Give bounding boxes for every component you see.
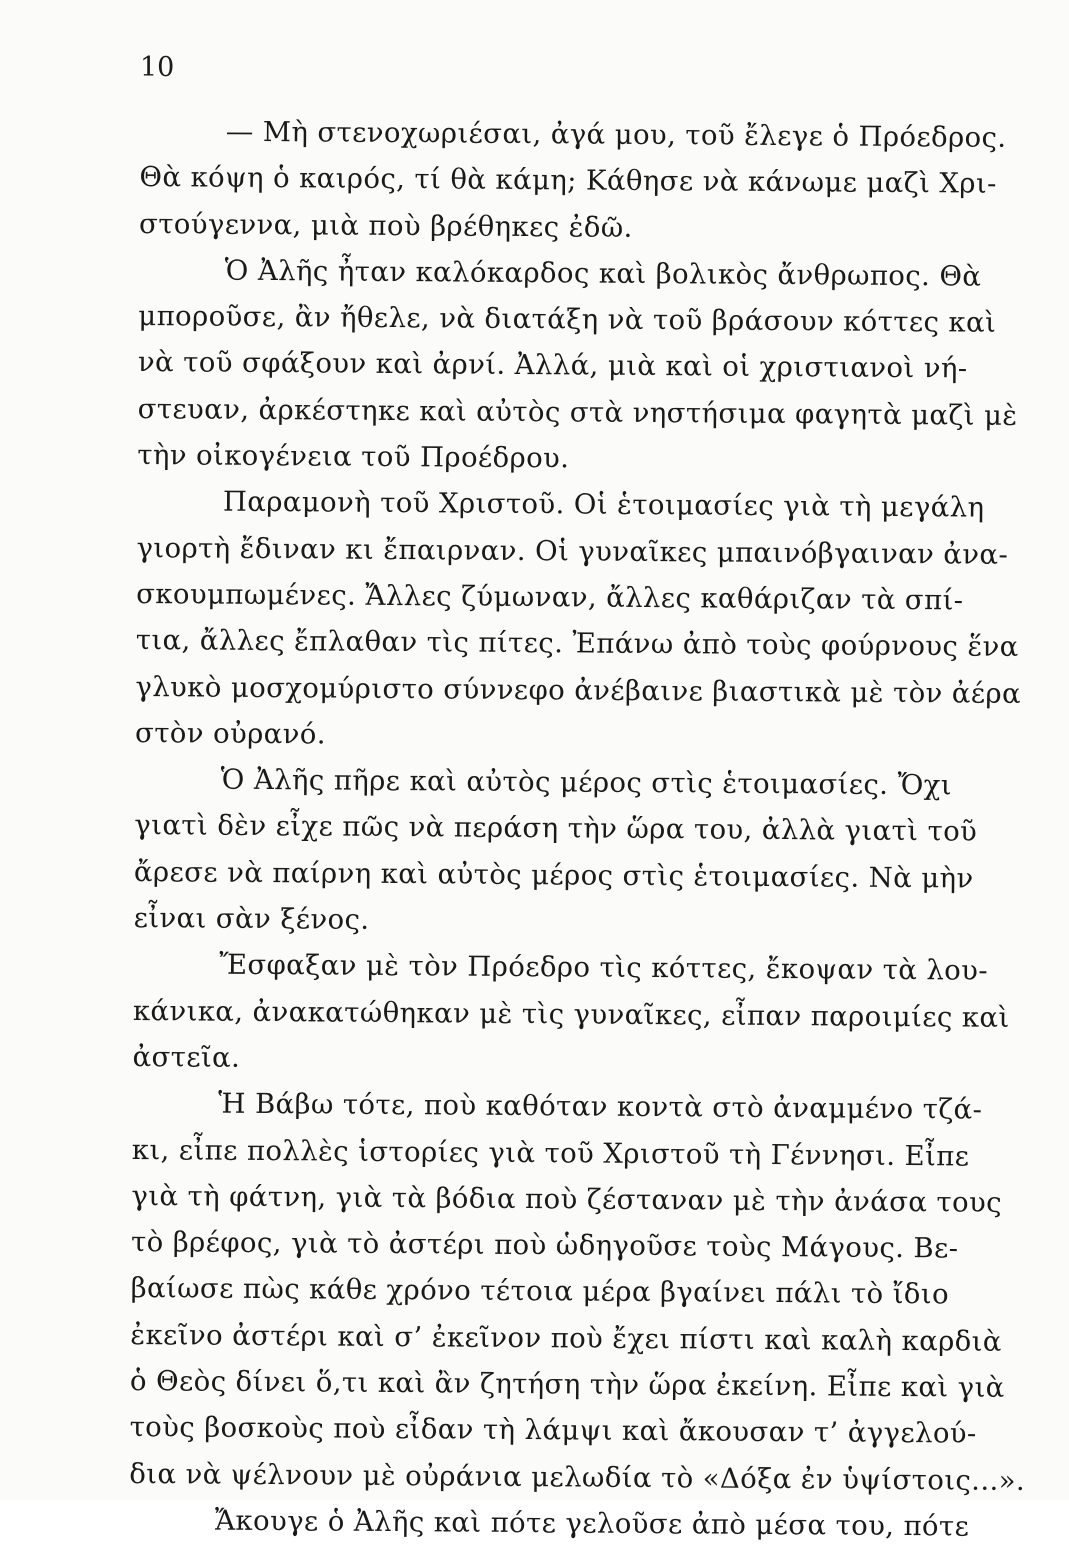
text-line: — Μὴ στενοχωριέσαι, ἀγά μου, τοῦ ἔλεγε ὁ Πρόεδρος.: [225, 115, 1007, 154]
text-line: Θὰ κόψη ὁ καιρός, τί θὰ κάμη; Κάθησε νὰ κάνωμε μαζὶ Χρι-: [139, 161, 997, 201]
text-line: στούγεννα, μιὰ ποὺ βρέθηκες ἐδῶ.: [138, 207, 633, 244]
text-line: νὰ τοῦ σφάξουν καὶ ἀρνί. Ἀλλά, μιὰ καὶ οἱ χριστιανοὶ νή-: [137, 346, 968, 385]
text-line: Ἄκουγε ὁ Ἀλῆς καὶ πότε γελοῦσε ἀπὸ μέσα του, πότε: [214, 1504, 970, 1543]
text-line: τια, ἄλλες ἔπλαθαν τὶς πίτες. Ἐπάνω ἀπὸ τοὺς φούρνους ἕνα: [135, 624, 1019, 664]
text-line: γιὰ τὴ φάτνη, γιὰ τὰ βόδια ποὺ ζέσταναν μὲ τὴν ἀνάσα τους: [131, 1179, 1003, 1219]
page-number: 10: [140, 52, 175, 83]
text-line: κι, εἶπε πολλὲς ἱστορίες γιὰ τοῦ Χριστοῦ τὴ Γέννησι. Εἶπε: [131, 1133, 970, 1173]
text-line: γιατὶ δὲν εἶχε πῶς νὰ περάση τὴν ὥρα του, ἀλλὰ γιατὶ τοῦ: [134, 809, 978, 849]
text-line: στὸν οὐρανό.: [134, 716, 327, 751]
text-line: τοὺς βοσκοὺς ποὺ εἶδαν τὴ λάμψι καὶ ἄκουσαν τ’ ἀγγελού-: [129, 1411, 977, 1450]
text-line: στευαν, ἀρκέστηκε καὶ αὐτὸς στὰ νηστήσιμα φαγητὰ μαζὶ μὲ: [137, 392, 1018, 432]
body-text: [129, 108, 1026, 1550]
text-line: Ἡ Βάβω τότε, ποὺ καθόταν κοντὰ στὸ ἀναμμένο τζά-: [218, 1087, 983, 1126]
text-line: κάνικα, ἀνακατώθηκαν μὲ τὶς γυναῖκες, εἶπαν παροιμίες καὶ: [132, 994, 1010, 1034]
text-line: ὁ Θεὸς δίνει ὅ,τι καὶ ἂν ζητήση τὴν ὥρα ἐκείνη. Εἶπε καὶ γιὰ: [129, 1364, 1005, 1404]
text-line: Ὁ Ἀλῆς ἦταν καλόκαρδος καὶ βολικὸς ἄνθρωπος. Θὰ: [224, 254, 982, 293]
text-line: γλυκὸ μοσχομύριστο σύννεφο ἀνέβαινε βιαστικὰ μὲ τὸν ἀέρα: [135, 670, 1022, 710]
text-line: Ὁ Ἀλῆς πῆρε καὶ αὐτὸς μέρος στὶς ἑτοιμασίες. Ὄχι: [220, 763, 953, 802]
text-line: τὴν οἰκογένεια τοῦ Προέδρου.: [137, 439, 570, 475]
text-line: σκουμπωμένες. Ἄλλες ζύμωναν, ἄλλες καθάριζαν τὰ σπί-: [136, 577, 964, 617]
text-line: Ἔσφαξαν μὲ τὸν Πρόεδρο τὶς κόττες, ἔκοψαν τὰ λου-: [219, 948, 989, 988]
text-line: ἄρεσε νὰ παίρνη καὶ αὐτὸς μέρος στὶς ἑτοιμασίες. Νὰ μὴν: [133, 855, 974, 895]
text-line: γιορτὴ ἔδιναν κι ἔπαιρναν. Οἱ γυναῖκες μπαινόβγαιναν ἀνα-: [136, 531, 1009, 571]
text-line: ἀστεῖα.: [132, 1040, 241, 1074]
text-line: δια νὰ ψέλνουν μὲ οὐράνια μελωδία τὸ «Δόξα ἐν ὑψίστοις...».: [129, 1457, 1026, 1497]
text-line: Παραμονὴ τοῦ Χριστοῦ. Οἱ ἑτοιμασίες γιὰ τὴ μεγάλη: [222, 486, 985, 525]
text-line: τὸ βρέφος, γιὰ τὸ ἀστέρι ποὺ ὡδηγοῦσε τοὺς Μάγους. Βε-: [130, 1226, 959, 1265]
text-line: ἐκεῖνο ἀστέρι καὶ σ’ ἐκεῖνον ποὺ ἔχει πίστι καὶ καλὴ καρδιὰ: [130, 1318, 1002, 1358]
text-line: βαίωσε πὼς κάθε χρόνο τέτοια μέρα βγαίνει πάλι τὸ ἴδιο: [130, 1272, 950, 1311]
text-line: μποροῦσε, ἂν ἤθελε, νὰ διατάξη νὰ τοῦ βράσουν κόττες καὶ: [138, 300, 997, 339]
text-line: εἶναι σὰν ξένος.: [133, 902, 370, 936]
